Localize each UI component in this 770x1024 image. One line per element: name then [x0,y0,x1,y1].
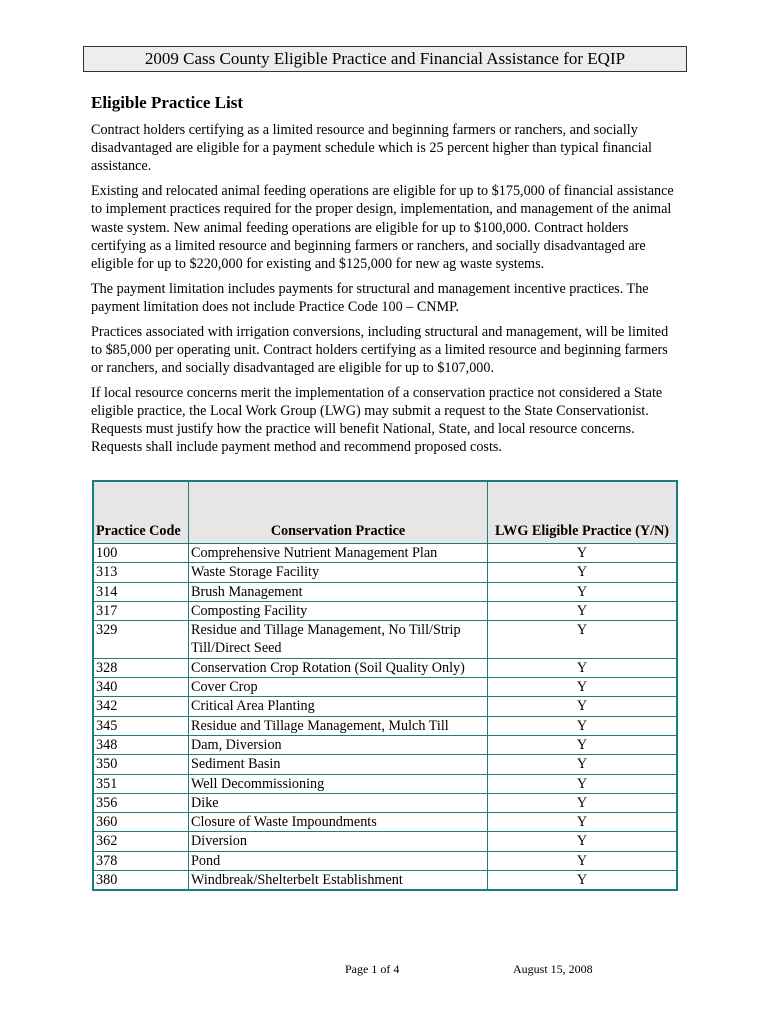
cell-conservation-practice: Sediment Basin [189,755,488,774]
table-row [93,544,677,563]
table-row [93,621,677,659]
cell-practice-code: 356 [93,793,189,812]
table-header-row [93,481,677,544]
table-row [93,601,677,620]
cell-conservation-practice: Windbreak/Shelterbelt Establishment [189,871,488,891]
cell-lwg-eligible: Y [488,601,678,620]
eligible-practice-table [92,480,678,891]
cell-lwg-eligible: Y [488,678,678,697]
body-text [91,121,681,463]
table-row [93,755,677,774]
cell-conservation-practice: Diversion [189,832,488,851]
header-practice-code: Practice Code [93,481,189,544]
page-number: Page 1 of 4 [345,962,400,976]
cell-conservation-practice: Well Decommissioning [189,774,488,793]
cell-lwg-eligible: Y [488,582,678,601]
cell-practice-code: 362 [93,832,189,851]
cell-practice-code: 329 [93,621,189,659]
cell-lwg-eligible: Y [488,716,678,735]
cell-lwg-eligible: Y [488,793,678,812]
cell-practice-code: 378 [93,851,189,870]
cell-conservation-practice: Comprehensive Nutrient Management Plan [189,544,488,563]
paragraph: The payment limitation includes payments for structural and management incentive practices. The payment limitation does not include Practice Code 100 – CNMP. [91,280,649,315]
cell-practice-code: 100 [93,544,189,563]
cell-practice-code: 317 [93,601,189,620]
cell-conservation-practice: Dam, Diversion [189,735,488,754]
cell-lwg-eligible: Y [488,832,678,851]
paragraph: If local resource concerns merit the implementation of a conservation practice not considered a State eligible practice, the Local Work Group (LWG) may submit a request to the State Conservationist. Requests must justify how the practice will benefit National, State, and local resource concerns. Requests shall include payment method and recommend proposed costs. [91,384,663,456]
table-row [93,582,677,601]
cell-practice-code: 348 [93,735,189,754]
paragraph: Contract holders certifying as a limited resource and beginning farmers or ranchers, and socially disadvantaged are eligible for a payment schedule which is 25 percent higher than typical financial assistance. [91,122,652,175]
cell-conservation-practice: Composting Facility [189,601,488,620]
cell-conservation-practice: Conservation Crop Rotation (Soil Quality Only) [189,658,488,677]
table-row [93,813,677,832]
cell-practice-code: 380 [93,871,189,891]
cell-lwg-eligible: Y [488,774,678,793]
table-row [93,851,677,870]
cell-practice-code: 360 [93,813,189,832]
table-row [93,793,677,812]
cell-practice-code: 340 [93,678,189,697]
table-row [93,678,677,697]
header-lwg-eligible: LWG Eligible Practice (Y/N) [488,481,678,544]
cell-practice-code: 351 [93,774,189,793]
cell-practice-code: 314 [93,582,189,601]
cell-conservation-practice: Waste Storage Facility [189,563,488,582]
table-row [93,697,677,716]
cell-conservation-practice: Cover Crop [189,678,488,697]
document-title: 2009 Cass County Eligible Practice and Financial Assistance for EQIP [83,46,687,72]
cell-conservation-practice: Closure of Waste Impoundments [189,813,488,832]
cell-practice-code: 342 [93,697,189,716]
cell-lwg-eligible: Y [488,871,678,891]
cell-conservation-practice: Critical Area Planting [189,697,488,716]
table-row [93,563,677,582]
cell-lwg-eligible: Y [488,813,678,832]
cell-lwg-eligible: Y [488,735,678,754]
cell-lwg-eligible: Y [488,658,678,677]
table-body [93,544,677,891]
cell-lwg-eligible: Y [488,851,678,870]
cell-practice-code: 313 [93,563,189,582]
table-row [93,658,677,677]
cell-conservation-practice: Dike [189,793,488,812]
table-row [93,716,677,735]
section-heading: Eligible Practice List [91,93,244,112]
cell-practice-code: 345 [93,716,189,735]
cell-lwg-eligible: Y [488,697,678,716]
cell-lwg-eligible: Y [488,621,678,659]
cell-conservation-practice: Pond [189,851,488,870]
cell-conservation-practice: Brush Management [189,582,488,601]
document-date: August 15, 2008 [513,962,593,976]
cell-conservation-practice: Residue and Tillage Management, Mulch Till [189,716,488,735]
paragraph: Practices associated with irrigation conversions, including structural and management, will be limited to $85,000 per operating unit. Contract holders certifying as a limited resource and beginning farmers or ranchers, and socially disadvantaged are eligible for up to $107,000. [91,323,669,376]
cell-lwg-eligible: Y [488,563,678,582]
cell-practice-code: 350 [93,755,189,774]
cell-conservation-practice: Residue and Tillage Management, No Till/Strip Till/Direct Seed [189,621,488,659]
paragraph: Existing and relocated animal feeding operations are eligible for up to $175,000 of financial assistance to implement practices required for the proper design, implementation, and management of the animal waste system. New animal feeding operations are eligible for up to $100,000. Contract holders certifying as a limited resource and beginning farmers or ranchers, and socially disadvantaged are eligible for up to $220,000 for existing and $125,000 for new ag waste systems. [91,183,674,272]
cell-practice-code: 328 [93,658,189,677]
cell-lwg-eligible: Y [488,755,678,774]
table-row [93,735,677,754]
table-row [93,774,677,793]
header-conservation-practice: Conservation Practice [189,481,488,544]
table-row [93,871,677,891]
table-row [93,832,677,851]
cell-lwg-eligible: Y [488,544,678,563]
